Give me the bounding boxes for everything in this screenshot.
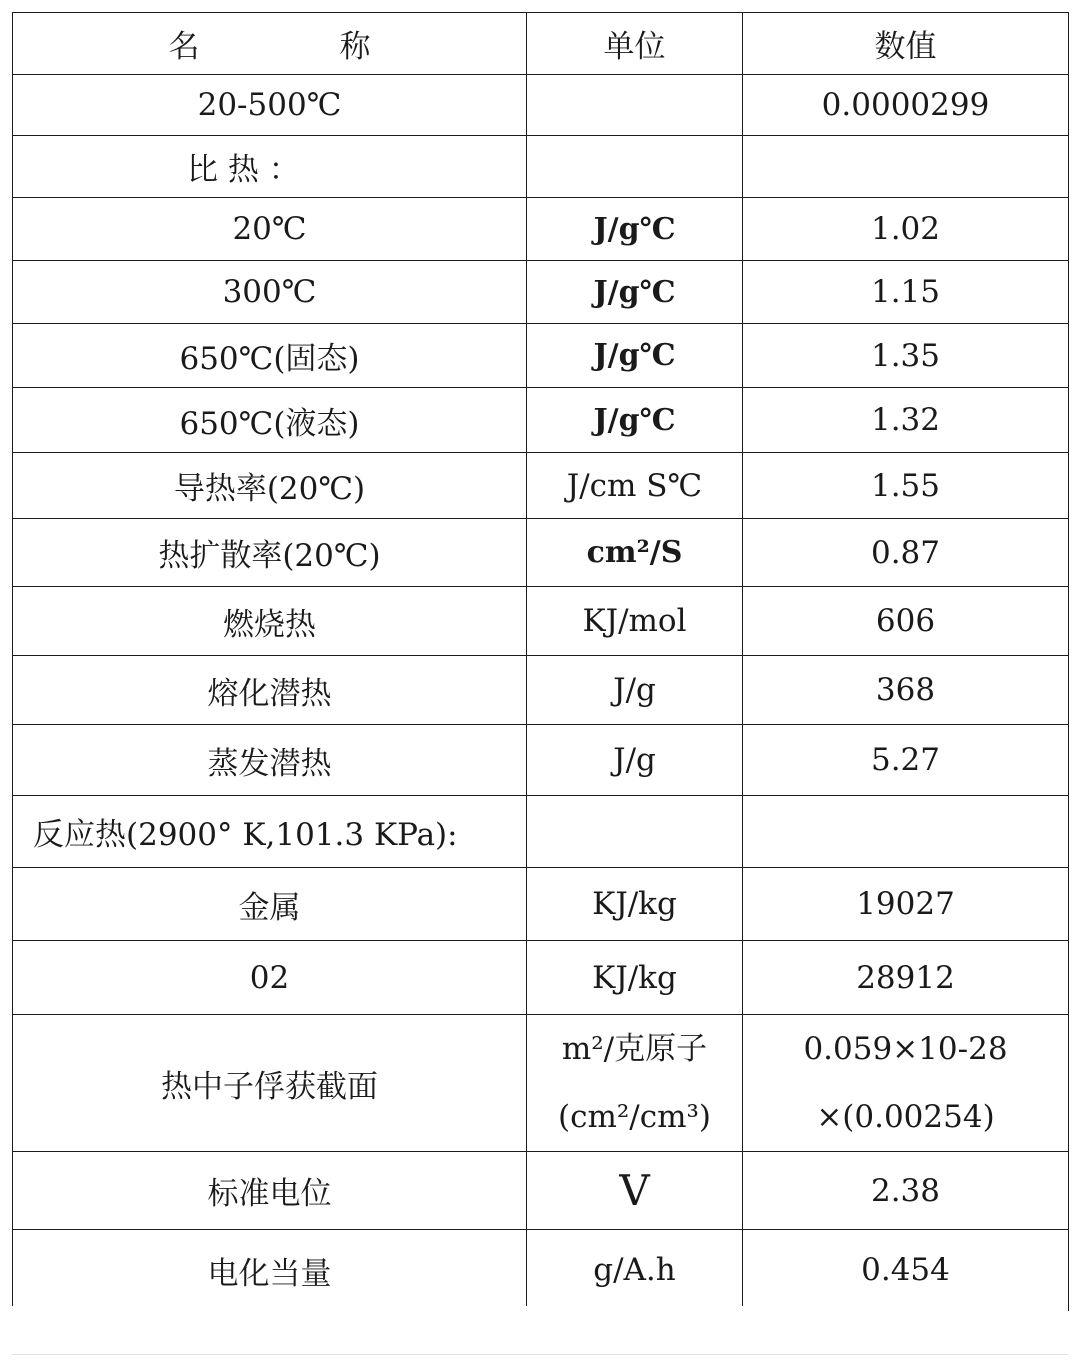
row-value: 1.35 xyxy=(743,324,1069,388)
row-unit xyxy=(527,796,743,868)
properties-table xyxy=(12,12,1069,1311)
header-name-a: 名 xyxy=(168,29,200,65)
row-value xyxy=(743,796,1069,868)
row-unit xyxy=(527,75,743,136)
row-unit: g/A.h xyxy=(527,1230,743,1311)
table-row xyxy=(13,725,1069,796)
row-name: 导热率(20℃) xyxy=(13,453,527,519)
row-value: 2.38 xyxy=(743,1152,1069,1230)
row-unit: J/g xyxy=(527,656,743,725)
row-name: 电化当量 xyxy=(13,1230,527,1311)
row-value xyxy=(743,1015,1069,1152)
row-value: 0.454 xyxy=(743,1230,1069,1311)
row-value: 1.32 xyxy=(743,388,1069,453)
table-row xyxy=(13,519,1069,587)
row-unit: J/g xyxy=(527,725,743,796)
row-name: 热中子俘获截面 xyxy=(13,1015,527,1152)
row-name: 蒸发潜热 xyxy=(13,725,527,796)
row-value: 606 xyxy=(743,587,1069,656)
table-row xyxy=(13,796,1069,868)
row-name: 燃烧热 xyxy=(13,587,527,656)
row-name: 反应热(2900° K,101.3 KPa): xyxy=(13,796,527,868)
table-row xyxy=(13,1230,1069,1311)
row-value xyxy=(743,136,1069,198)
row-unit xyxy=(527,1015,743,1152)
row-unit: J/g℃ xyxy=(527,198,743,261)
row-value: 1.02 xyxy=(743,198,1069,261)
row-value: 0.0000299 xyxy=(743,75,1069,136)
row-name: 300℃ xyxy=(13,261,527,324)
header-name-b: 称 xyxy=(339,29,371,65)
table-row xyxy=(13,324,1069,388)
table-row xyxy=(13,453,1069,519)
row-unit: KJ/kg xyxy=(527,868,743,941)
row-name: 650℃(液态) xyxy=(13,388,527,453)
row-unit: V xyxy=(527,1152,743,1230)
row-name: 20-500℃ xyxy=(13,75,527,136)
row-name: 02 xyxy=(13,941,527,1015)
table-row xyxy=(13,388,1069,453)
row-unit: J/g℃ xyxy=(527,388,743,453)
header-unit: 单位 xyxy=(527,13,743,75)
row-name: 20℃ xyxy=(13,198,527,261)
row-unit: J/g℃ xyxy=(527,324,743,388)
row-value: 1.55 xyxy=(743,453,1069,519)
row-value: 19027 xyxy=(743,868,1069,941)
row-name: 650℃(固态) xyxy=(13,324,527,388)
row-name: 热扩散率(20℃) xyxy=(13,519,527,587)
row-name: 比 热 ： xyxy=(13,136,527,198)
table-row xyxy=(13,261,1069,324)
table-row xyxy=(13,198,1069,261)
row-value: 5.27 xyxy=(743,725,1069,796)
table-row xyxy=(13,1152,1069,1230)
row-unit xyxy=(527,136,743,198)
table-row xyxy=(13,1015,1069,1152)
row-value-line-1: 0.059×10-28 xyxy=(803,1031,1008,1067)
row-value: 1.15 xyxy=(743,261,1069,324)
row-unit: KJ/mol xyxy=(527,587,743,656)
row-unit: J/g℃ xyxy=(527,261,743,324)
table-row xyxy=(13,587,1069,656)
row-name: 熔化潜热 xyxy=(13,656,527,725)
table-row xyxy=(13,656,1069,725)
row-name: 标准电位 xyxy=(13,1152,527,1230)
header-name xyxy=(13,13,527,75)
row-value: 28912 xyxy=(743,941,1069,1015)
page-footer-space xyxy=(12,1306,1068,1355)
header-row xyxy=(13,13,1069,75)
row-value-line-2: ×(0.00254) xyxy=(816,1099,995,1135)
table-row xyxy=(13,941,1069,1015)
row-unit-line-1: m²/克原子 xyxy=(561,1031,708,1067)
row-name: 金属 xyxy=(13,868,527,941)
table-row xyxy=(13,136,1069,198)
row-unit-line-2: (cm²/cm³) xyxy=(557,1099,711,1135)
row-value: 0.87 xyxy=(743,519,1069,587)
row-unit: J/cm S℃ xyxy=(527,453,743,519)
header-value: 数值 xyxy=(743,13,1069,75)
row-unit: cm²/S xyxy=(527,519,743,587)
table-row xyxy=(13,75,1069,136)
table-row xyxy=(13,868,1069,941)
row-unit: KJ/kg xyxy=(527,941,743,1015)
row-value: 368 xyxy=(743,656,1069,725)
